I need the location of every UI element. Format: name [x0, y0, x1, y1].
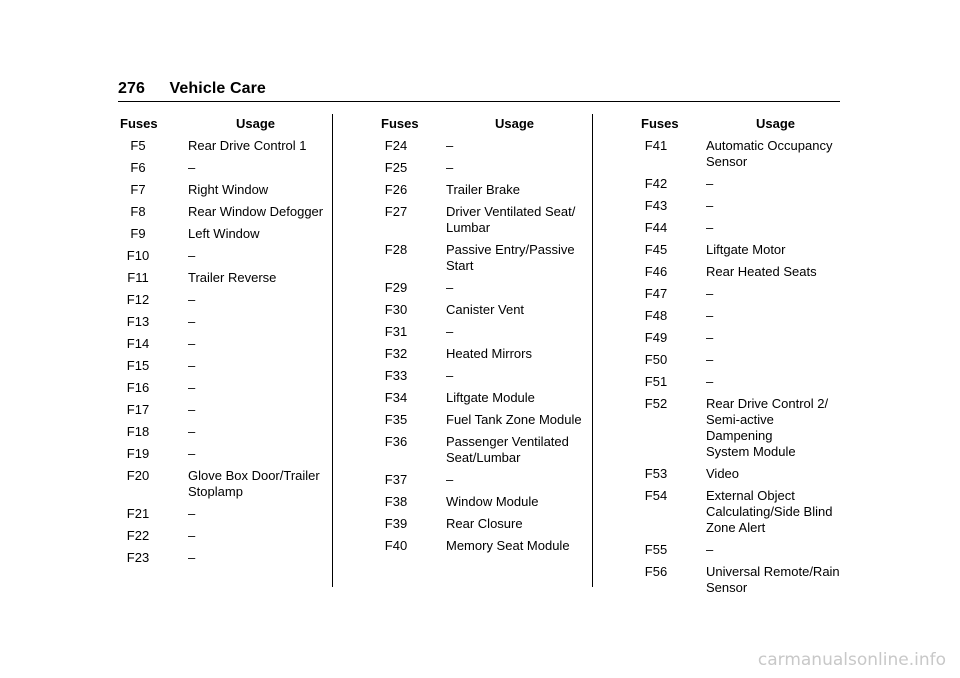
fuses-heading: Fuses	[381, 116, 419, 131]
section-title: Vehicle Care	[169, 80, 266, 97]
page-number: 276	[118, 80, 145, 97]
table-row	[636, 308, 840, 324]
fuse-usage: Window Module	[446, 494, 539, 509]
fuse-usage: –	[706, 198, 714, 213]
fuse-id: F10	[126, 248, 150, 263]
fuse-id: F48	[644, 308, 668, 323]
table-row	[118, 204, 326, 220]
fuse-usage: –	[188, 550, 196, 565]
fuse-id: F25	[384, 160, 408, 175]
fuse-id: F31	[384, 324, 408, 339]
table-row	[118, 550, 326, 566]
fuse-usage: Trailer Reverse	[188, 270, 277, 285]
column-divider	[332, 114, 333, 587]
fuse-usage: Heated Mirrors	[446, 346, 532, 361]
fuse-usage: –	[706, 330, 714, 345]
table-row	[118, 160, 326, 176]
fuse-usage: –	[706, 176, 714, 191]
fuse-usage: Liftgate Module	[446, 390, 535, 405]
fuse-usage: –	[188, 402, 196, 417]
fuse-list	[376, 138, 586, 554]
fuse-usage: Driver Ventilated Seat/ Lumbar	[446, 204, 576, 235]
table-row	[376, 182, 586, 198]
table-row	[118, 402, 326, 418]
fuse-id: F17	[126, 402, 150, 417]
table-row	[118, 424, 326, 440]
fuse-usage: Liftgate Motor	[706, 242, 786, 257]
fuse-id: F47	[644, 286, 668, 301]
table-row	[118, 314, 326, 330]
table-row	[376, 138, 586, 154]
fuse-usage: Automatic Occupancy Sensor	[706, 138, 833, 169]
fuse-usage: Rear Heated Seats	[706, 264, 817, 279]
fuse-usage: Left Window	[188, 226, 260, 241]
fuse-id: F23	[126, 550, 150, 565]
fuse-usage: –	[446, 324, 454, 339]
table-row	[636, 488, 840, 536]
table-row	[376, 368, 586, 384]
fuse-usage: Universal Remote/Rain Sensor	[706, 564, 840, 595]
table-row	[376, 516, 586, 532]
table-row	[636, 198, 840, 214]
fuse-usage: –	[188, 292, 196, 307]
fuse-id: F52	[644, 396, 668, 411]
table-row	[376, 242, 586, 274]
table-row	[118, 446, 326, 462]
fuse-usage: –	[706, 220, 714, 235]
table-row	[118, 358, 326, 374]
fuses-heading: Fuses	[641, 116, 679, 131]
fuse-usage: –	[446, 280, 454, 295]
table-header	[636, 116, 840, 138]
fuse-id: F46	[644, 264, 668, 279]
fuse-id: F20	[126, 468, 150, 483]
fuse-id: F55	[644, 542, 668, 557]
fuse-id: F45	[644, 242, 668, 257]
page-header	[118, 80, 266, 98]
table-row	[376, 346, 586, 362]
fuse-usage: Fuel Tank Zone Module	[446, 412, 582, 427]
fuse-id: F21	[126, 506, 150, 521]
table-row	[376, 160, 586, 176]
table-row	[636, 264, 840, 280]
table-row	[118, 248, 326, 264]
table-row	[118, 468, 326, 500]
fuse-id: F42	[644, 176, 668, 191]
fuse-id: F34	[384, 390, 408, 405]
usage-heading: Usage	[756, 116, 796, 131]
fuse-id: F44	[644, 220, 668, 235]
table-row	[376, 434, 586, 466]
table-row	[636, 352, 840, 368]
fuse-id: F53	[644, 466, 668, 481]
fuse-usage: –	[188, 380, 196, 395]
fuse-id: F30	[384, 302, 408, 317]
table-row	[376, 204, 586, 236]
fuse-id: F24	[384, 138, 408, 153]
fuse-usage: Glove Box Door/Trailer Stoplamp	[188, 468, 320, 499]
fuse-usage: –	[188, 528, 196, 543]
fuse-id: F22	[126, 528, 150, 543]
fuse-id: F43	[644, 198, 668, 213]
fuse-id: F5	[130, 138, 146, 153]
fuse-id: F18	[126, 424, 150, 439]
fuse-id: F11	[127, 270, 149, 285]
fuse-usage: –	[188, 314, 196, 329]
fuse-id: F15	[126, 358, 150, 373]
fuse-id: F33	[384, 368, 408, 383]
fuse-usage: –	[188, 160, 196, 175]
table-header	[118, 116, 326, 138]
fuse-usage: Passive Entry/Passive Start	[446, 242, 575, 273]
fuse-id: F40	[384, 538, 408, 553]
fuse-id: F6	[130, 160, 146, 175]
table-row	[636, 242, 840, 258]
table-row	[376, 472, 586, 488]
table-row	[636, 542, 840, 558]
fuse-usage: –	[188, 506, 196, 521]
table-row	[118, 138, 326, 154]
watermark: carmanualsonline.info	[757, 650, 946, 670]
table-row	[636, 176, 840, 192]
fuse-id: F14	[126, 336, 150, 351]
table-row	[636, 220, 840, 236]
fuse-usage: –	[188, 248, 196, 263]
table-row	[376, 494, 586, 510]
fuse-usage: –	[188, 358, 196, 373]
table-row	[118, 270, 326, 286]
table-row	[376, 390, 586, 406]
fuse-usage: Memory Seat Module	[446, 538, 570, 553]
table-row	[118, 226, 326, 242]
fuse-id: F41	[644, 138, 668, 153]
fuse-id: F50	[644, 352, 668, 367]
fuses-heading: Fuses	[120, 116, 158, 131]
fuse-usage: –	[706, 374, 714, 389]
fuse-usage: Rear Drive Control 1	[188, 138, 307, 153]
fuse-usage: Passenger Ventilated Seat/Lumbar	[446, 434, 569, 465]
table-row	[376, 412, 586, 428]
fuse-id: F56	[644, 564, 668, 579]
fuse-id: F35	[384, 412, 408, 427]
fuse-id: F54	[644, 488, 668, 503]
fuse-usage: –	[446, 138, 454, 153]
fuse-id: F16	[126, 380, 150, 395]
table-row	[118, 506, 326, 522]
fuse-table-column-1	[118, 116, 326, 572]
fuse-id: F7	[130, 182, 146, 197]
table-row	[118, 292, 326, 308]
fuse-id: F36	[384, 434, 408, 449]
fuse-usage: –	[446, 368, 454, 383]
fuse-usage: Video	[706, 466, 740, 481]
fuse-id: F51	[644, 374, 668, 389]
fuse-usage: –	[188, 446, 196, 461]
fuse-usage: –	[706, 308, 714, 323]
usage-heading: Usage	[495, 116, 535, 131]
usage-heading: Usage	[236, 116, 276, 131]
fuse-id: F28	[384, 242, 408, 257]
fuse-usage: –	[446, 160, 454, 175]
table-row	[118, 182, 326, 198]
table-row	[636, 396, 840, 460]
fuse-usage: External Object Calculating/Side Blind Zone Alert	[706, 488, 833, 535]
fuse-usage: Rear Drive Control 2/ Semi-active Dampening System Module	[706, 396, 829, 459]
fuse-id: F38	[384, 494, 408, 509]
table-row	[376, 538, 586, 554]
table-row	[636, 138, 840, 170]
table-header	[376, 116, 586, 138]
table-row	[636, 286, 840, 302]
header-rule	[118, 101, 840, 102]
fuse-id: F19	[126, 446, 150, 461]
fuse-usage: Rear Window Defogger	[188, 204, 324, 219]
fuse-usage: –	[188, 336, 196, 351]
table-row	[118, 336, 326, 352]
table-row	[636, 466, 840, 482]
table-row	[636, 564, 840, 596]
fuse-table-column-2	[376, 116, 586, 560]
fuse-usage: –	[446, 472, 454, 487]
fuse-list	[636, 138, 840, 596]
table-row	[636, 330, 840, 346]
fuse-usage: Right Window	[188, 182, 269, 197]
table-row	[118, 380, 326, 396]
fuse-id: F27	[384, 204, 408, 219]
fuse-id: F39	[384, 516, 408, 531]
column-divider	[592, 114, 593, 587]
fuse-usage: –	[706, 286, 714, 301]
fuse-usage: Trailer Brake	[446, 182, 520, 197]
fuse-id: F12	[126, 292, 150, 307]
fuse-usage: Canister Vent	[446, 302, 525, 317]
fuse-usage: Rear Closure	[446, 516, 523, 531]
fuse-usage: –	[706, 352, 714, 367]
fuse-id: F49	[644, 330, 668, 345]
table-row	[376, 280, 586, 296]
table-row	[636, 374, 840, 390]
fuse-id: F26	[384, 182, 408, 197]
fuse-usage: –	[188, 424, 196, 439]
fuse-list	[118, 138, 326, 566]
fuse-id: F32	[384, 346, 408, 361]
fuse-table-column-3	[636, 116, 840, 602]
fuse-id: F37	[384, 472, 408, 487]
fuse-id: F29	[384, 280, 408, 295]
fuse-usage: –	[706, 542, 714, 557]
table-row	[118, 528, 326, 544]
fuse-id: F9	[130, 226, 146, 241]
table-row	[376, 302, 586, 318]
fuse-id: F13	[126, 314, 150, 329]
table-row	[376, 324, 586, 340]
fuse-id: F8	[130, 204, 146, 219]
